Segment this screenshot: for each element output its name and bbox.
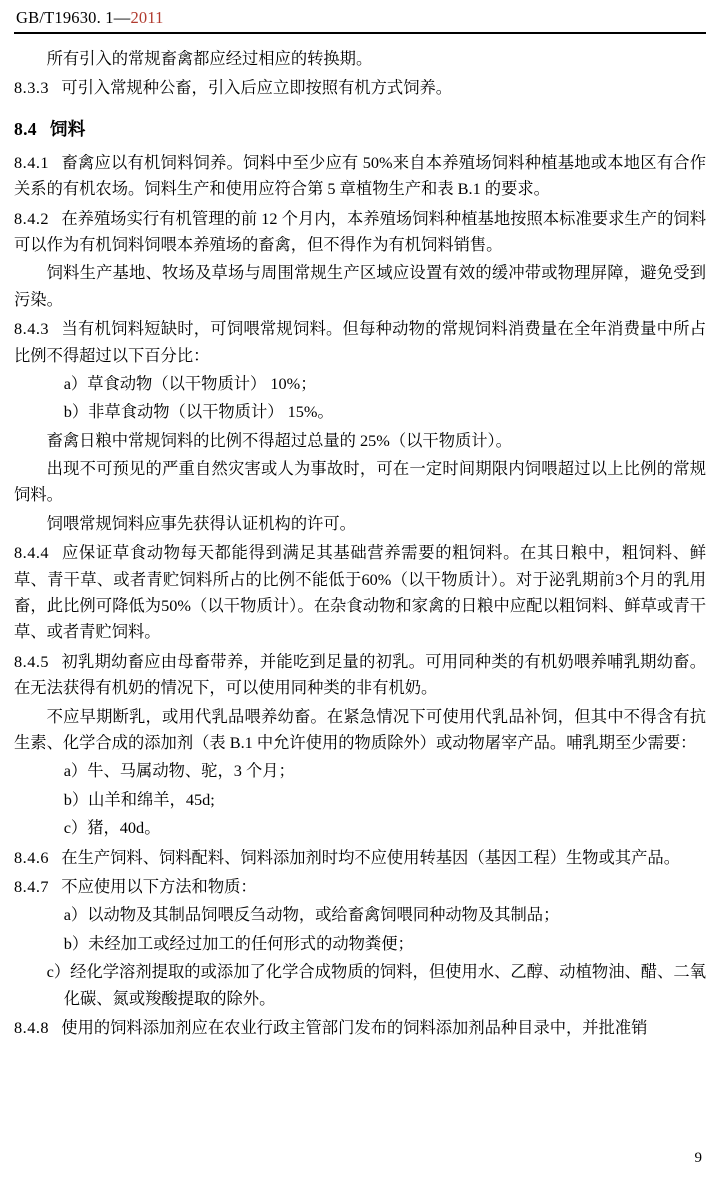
- clause-number: 8.4.8: [14, 1017, 50, 1037]
- clause-8-3-3: [14, 75, 706, 101]
- clause-text: 应保证草食动物每天都能得到满足其基础营养需要的粗饲料。在其日粮中，粗饲料、鲜草、青干草、或者青贮饲料所占的比例不能低于60%（以干物质计）。对于泌乳期前3个月的乳用畜，此比例可降低为50%（以干物质计）。在杂食动物和家禽的日粮中应配以粗饲料、鲜草或青干草、或者青贮饲料。: [14, 543, 706, 642]
- clause-text: 在生产饲料、饲料配料、饲料添加剂时均不应使用转基因（基因工程）生物或其产品。: [61, 847, 680, 867]
- list-item: a）牛、马属动物、驼，3 个月；: [63, 761, 295, 781]
- clause-8-4-5: [14, 649, 706, 702]
- clause-number: 8.4.7: [14, 876, 50, 896]
- section-title: 饲料: [49, 118, 86, 139]
- list-item: c）经化学溶剂提取的或添加了化学合成物质的饲料，但使用水、乙醇、动植物油、醋、二氧化碳、氮或羧酸提取的除外。: [46, 962, 706, 1008]
- list-item: a）以动物及其制品饲喂反刍动物，或给畜禽饲喂同种动物及其制品；: [63, 905, 560, 925]
- clause-number: 8.4.6: [14, 847, 50, 867]
- clause-number: 8.3.3: [14, 78, 50, 98]
- list-item: a）草食动物（以干物质计） 10%；: [63, 373, 317, 393]
- standard-year: 2011: [130, 8, 164, 27]
- section-number: 8.4: [14, 118, 37, 139]
- clause-number: 8.4.2: [14, 208, 50, 228]
- clause-text: 在养殖场实行有机管理的前 12 个月内，本养殖场饲料种植基地按照本标准要求生产的饲料可以作为有机饲料饲喂本养殖场的畜禽，但不得作为有机饲料销售。: [14, 208, 706, 254]
- clause-8-4-6: [14, 845, 706, 871]
- paragraph: 所有引入的常规畜禽都应经过相应的转换期。: [46, 49, 373, 68]
- clause-text: 不应使用以下方法和物质：: [61, 876, 257, 896]
- clause-8-4-1: [14, 150, 706, 203]
- section-heading-8-4: [14, 116, 706, 141]
- paragraph: 出现不可预见的严重自然灾害或人为事故时，可在一定时间期限内饲喂超过以上比例的常规饲料。: [14, 459, 706, 505]
- clause-8-4-7: [14, 874, 706, 900]
- list-item: b）非草食动物（以干物质计） 15%。: [63, 402, 334, 422]
- paragraph: 饲喂常规饲料应事先获得认证机构的许可。: [46, 513, 356, 533]
- clause-8-4-2: [14, 206, 706, 259]
- clause-number: 8.4.3: [14, 319, 50, 339]
- clause-text: 畜禽应以有机饲料饲养。饲料中至少应有 50%来自本养殖场饲料种植基地或本地区有合作关系的有机农场。饲料生产和使用应符合第 5 章植物生产和表 B.1 的要求。: [14, 152, 706, 199]
- header-divider: [14, 32, 706, 34]
- list-item: c）猪，40d。: [63, 818, 161, 838]
- clause-text: 当有机饲料短缺时，可饲喂常规饲料。但每种动物的常规饲料消费量在全年消费量中所占比例不得超过以下百分比：: [14, 319, 706, 365]
- paragraph: 畜禽日粮中常规饲料的比例不得超过总量的 25%（以干物质计）。: [46, 430, 512, 450]
- list-item: b）未经加工或经过加工的任何形式的动物粪便；: [63, 933, 414, 953]
- clause-number: 8.4.1: [14, 152, 50, 172]
- paragraph: 不应早期断乳，或用代乳品喂养幼畜。在紧急情况下可使用代乳品补饲，但其中不得含有抗生素、化学合成的添加剂（表 B.1 中允许使用的物质除外）或动物屠宰产品。哺乳期至少需要：: [14, 706, 706, 752]
- document-body: [14, 46, 706, 1043]
- list-item: b）山羊和绵羊，45d;: [63, 789, 215, 809]
- clause-8-4-4: [14, 540, 706, 646]
- standard-number: GB/T19630. 1—: [16, 8, 131, 27]
- clause-text: 初乳期幼畜应由母畜带养，并能吃到足量的初乳。可用同种类的有机奶喂养哺乳期幼畜。在无法获得有机奶的情况下，可以使用同种类的非有机奶。: [14, 651, 706, 698]
- clause-text: 使用的饲料添加剂应在农业行政主管部门发布的饲料添加剂品种目录中，并批准销: [61, 1017, 648, 1037]
- clause-number: 8.4.5: [14, 651, 50, 671]
- clause-8-4-8: [14, 1015, 706, 1041]
- clause-8-4-3: [14, 316, 706, 369]
- page-header: [16, 8, 164, 28]
- clause-text: 可引入常规种公畜，引入后应立即按照有机方式饲养。: [61, 78, 453, 98]
- page-number: 9: [694, 1150, 702, 1166]
- paragraph: 饲料生产基地、牧场及草场与周围常规生产区域应设置有效的缓冲带或物理屏障，避免受到污染。: [14, 263, 706, 309]
- clause-number: 8.4.4: [14, 543, 50, 563]
